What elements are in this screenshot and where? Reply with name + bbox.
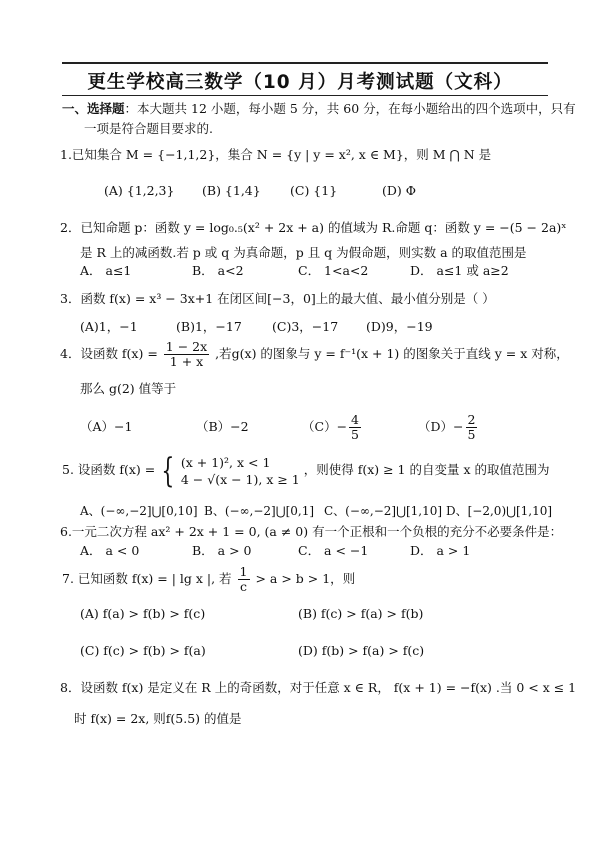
q1-option-c: (C) {1} — [290, 183, 338, 198]
q5-option-c: C、(−∞,−2]⋃[1,10] — [324, 504, 443, 518]
section-intro — [62, 101, 576, 117]
q4-option-c-denominator: 5 — [351, 427, 359, 442]
q7-option-c: (C) f(c) > f(b) > f(a) — [80, 643, 206, 658]
q4-option-c-fraction — [349, 413, 361, 442]
q2-option-d: D． a≤1 或 a≥2 — [410, 263, 509, 278]
q5-option-a: A、(−∞,−2]⋃[0,10] — [80, 504, 198, 518]
q4-option-d-numerator: 2 — [467, 412, 476, 427]
q1-option-b: (B) {1,4} — [202, 183, 261, 198]
q3-option-d: (D)9，−19 — [366, 319, 433, 334]
q6-option-a: A． a < 0 — [80, 543, 140, 558]
q1-option-a: (A) {1,2,3} — [104, 183, 175, 198]
q5-piecewise-cases — [181, 454, 300, 488]
section-label: 一、选择题 — [62, 101, 125, 116]
q3-option-b: (B)1，−17 — [176, 319, 242, 334]
q4-fraction — [164, 340, 209, 369]
q5-stem-pre: 5. 设函数 f(x) = — [62, 462, 156, 477]
q3-option-c: (C)3，−17 — [272, 319, 339, 334]
q4-option-b: （B）−2 — [196, 419, 249, 434]
q1-stem: 1.已知集合 M = {−1,1,2}，集合 N = {y | y = x², x ∈ M}，则 M ⋂ N 是 — [60, 147, 492, 162]
q1-option-d: (D) Φ — [382, 183, 416, 198]
q4-fraction-numerator: 1 − 2x — [165, 339, 208, 354]
q8-stem-2: 时 f(x) = 2x, 则f(5.5) 的值是 — [74, 711, 242, 726]
q4-option-d — [418, 406, 479, 448]
q4-stem-2: 那么 g(2) 值等于 — [80, 381, 177, 396]
q5-option-b: B、(−∞,−2]⋃[0,1] — [204, 504, 315, 518]
q4-option-c-pre: （C）− — [302, 419, 348, 434]
title-rule — [62, 95, 548, 96]
q7-option-b: (B) f(c) > f(a) > f(b) — [298, 606, 424, 621]
q4-stem — [60, 339, 569, 369]
q4-option-c-numerator: 4 — [351, 412, 359, 427]
q2-stem-2: 是 R 上的减函数.若 p 或 q 为真命题，p 且 q 为假命题，则实数 a 的取值范围是 — [80, 245, 527, 260]
q5-stem — [62, 450, 550, 491]
q3-stem: 3．函数 f(x) = x³ − 3x+1 在闭区间[−3，0]上的最大值、最小值分别是（ ） — [60, 291, 495, 306]
q7-option-a: (A) f(a) > f(b) > f(c) — [80, 606, 206, 621]
q7-option-d: (D) f(b) > f(a) > f(c) — [298, 643, 425, 658]
page-title: 更生学校高三数学（10 月）月考测试题（文科） — [87, 72, 513, 93]
q2-stem: 2．已知命题 p：函数 y = log₀.₅(x² + 2x + a) 的值域为 R.命题 q：函数 y = −(5 − 2a)ˣ — [60, 220, 567, 235]
q5-case-1: (x + 1)², x < 1 — [180, 454, 271, 470]
q4-option-d-pre: （D）− — [418, 419, 464, 434]
q6-option-d: D． a > 1 — [410, 543, 471, 558]
q4-stem-post: ,若g(x) 的图象与 y = f⁻¹(x + 1) 的图象关于直线 y = x 对称， — [215, 346, 569, 361]
q4-option-c — [302, 406, 363, 448]
top-rule — [62, 62, 548, 64]
q7-stem-pre: 7. 已知函数 f(x) = | lg x |, 若 — [62, 571, 232, 586]
q4-option-d-fraction — [466, 413, 478, 442]
q6-stem: 6.一元二次方程 ax² + 2x + 1 = 0, (a ≠ 0) 有一个正根和一个负根的充分不必要条件是： — [60, 524, 563, 539]
section-text: ：本大题共 12 小题，每小题 5 分，共 60 分，在每小题给出的四个选项中，只有 — [124, 101, 576, 116]
q7-stem-post: > a > b > 1，则 — [255, 571, 356, 586]
q5-brace: { — [161, 450, 175, 491]
q6-option-b: B． a > 0 — [192, 543, 252, 558]
q6-option-c: C． a < −1 — [298, 543, 369, 558]
q4-option-a: （A）−1 — [80, 419, 133, 434]
q5-case-2: 4 − √(x − 1), x ≥ 1 — [180, 471, 300, 487]
q5-stem-post: ，则使得 f(x) ≥ 1 的自变量 x 的取值范围为 — [303, 462, 550, 477]
q5-option-d: D、[−2,0)⋃[1,10] — [446, 504, 553, 518]
q4-stem-pre: 4．设函数 f(x) = — [60, 346, 158, 361]
q8-stem: 8．设函数 f(x) 是定义在 R 上的奇函数，对于任意 x ∈ R， f(x + 1) = −f(x) .当 0 < x ≤ 1 — [60, 680, 577, 695]
q2-option-a: A． a≤1 — [80, 263, 132, 278]
q7-fraction — [238, 565, 250, 594]
q7-stem — [62, 564, 355, 594]
q2-option-c: C． 1<a<2 — [298, 263, 369, 278]
q3-option-a: (A)1，−1 — [80, 319, 138, 334]
q4-option-d-denominator: 5 — [467, 427, 476, 442]
section-text-2: 一项是符合题目要求的. — [84, 121, 213, 136]
q7-fraction-denominator: c — [240, 579, 248, 594]
q7-fraction-numerator: 1 — [239, 564, 248, 579]
q2-option-b: B． a<2 — [192, 263, 244, 278]
q4-fraction-denominator: 1 + x — [169, 354, 204, 369]
